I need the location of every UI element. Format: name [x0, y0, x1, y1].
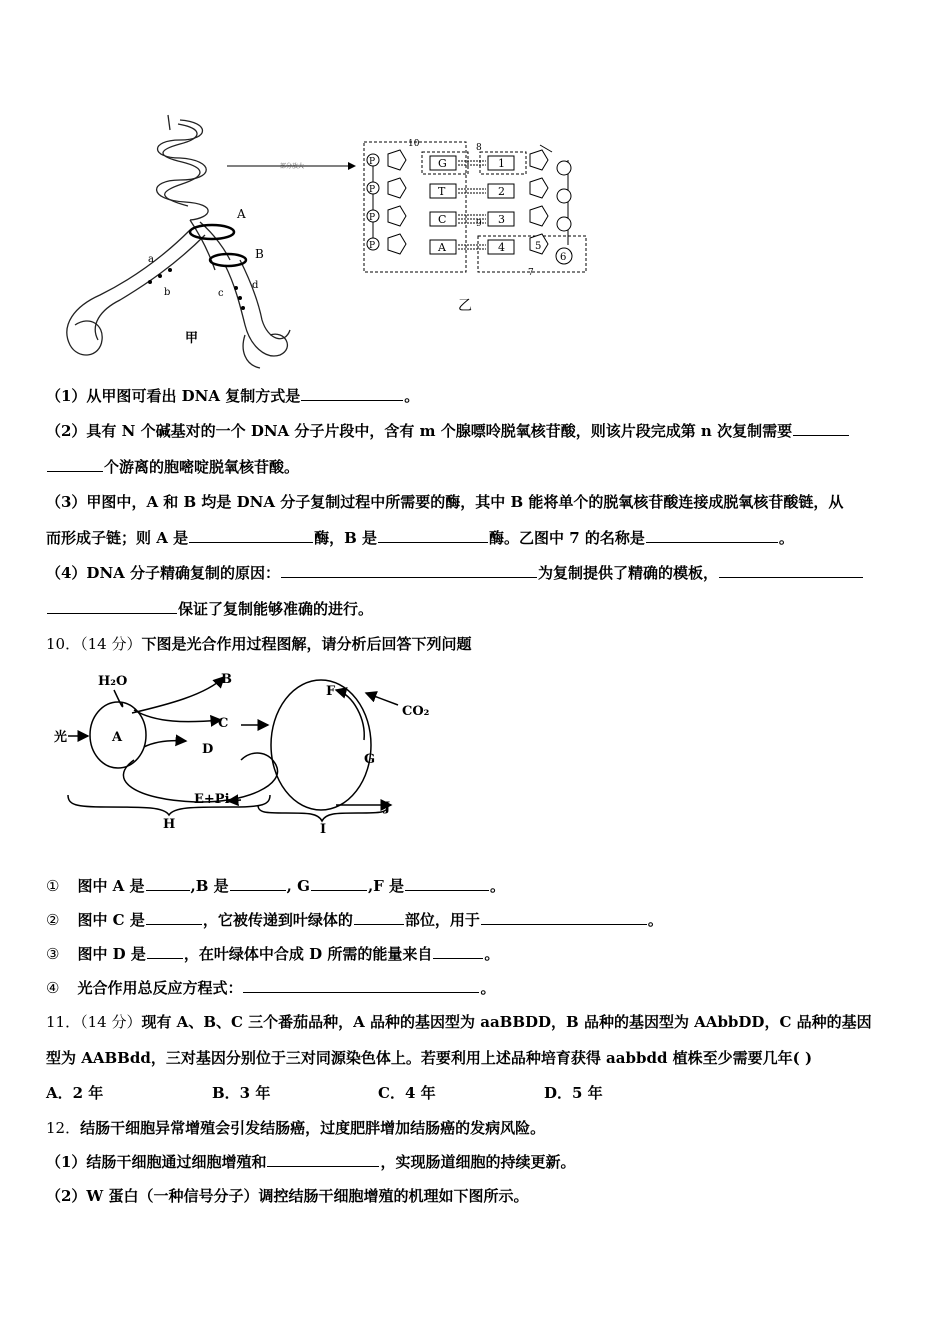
svg-text:H: H [163, 817, 176, 832]
strand-a-label: a [148, 254, 154, 265]
strand-d-label: d [252, 280, 259, 291]
row-1 [367, 150, 571, 175]
row-4 [367, 234, 572, 264]
q10-sub2: ② 图中 C 是 ，它被传递到叶绿体的 部位，用于 。 [46, 911, 663, 929]
enzyme-a-label: A [237, 207, 246, 221]
q11-stem: 11．（14 分）现有 A、B、C 三个番茄品种，A 品种的基因型为 aaBBDD，B 品种的基因型为 AAbbDD，C 品种的基因 [46, 1013, 872, 1031]
answer-blank[interactable] [281, 563, 537, 578]
magnify-arrow-text: 部分放大 [280, 163, 305, 170]
svg-text:P: P [369, 241, 376, 251]
answer-blank[interactable] [147, 944, 183, 959]
q10-sub1: ① 图中 A 是 ,B 是 , G ,F 是 。 [46, 877, 506, 895]
q9-part3: （3）甲图中，A 和 B 均是 DNA 分子复制过程中所需要的酶，其中 B 能将单个的脱氧核苷酸连接成脱氧核苷酸链，从 [46, 493, 844, 511]
svg-text:7: 7 [528, 268, 534, 278]
q11-stem-cont: 型为 AABBdd，三对基因分别位于三对同源染色体上。若要利用上述品种培育获得 aabbdd 植株至少需要几年( ) [46, 1049, 813, 1067]
svg-text:G: G [438, 157, 447, 170]
photosynthesis-diagram [46, 665, 446, 840]
q9-part4-cont: 保证了复制能够准确的进行。 [46, 599, 373, 619]
strand-b-label: b [164, 287, 171, 298]
row-2 [367, 178, 571, 203]
svg-text:A: A [112, 730, 123, 745]
answer-blank[interactable] [354, 910, 404, 925]
q9-part4: （4）DNA 分子精确复制的原因： 为复制提供了精确的模板， [46, 563, 864, 583]
svg-text:6: 6 [560, 252, 567, 263]
calvin-cycle-ellipse [271, 680, 371, 810]
svg-text:P: P [369, 185, 376, 195]
svg-text:CO₂: CO₂ [402, 704, 430, 719]
svg-text:5: 5 [535, 241, 542, 252]
answer-blank[interactable] [267, 1152, 379, 1167]
q10-sub4: ④ 光合作用总反应方程式： 。 [46, 979, 496, 997]
dna-segment-yi [364, 139, 586, 278]
q9-part3-cont: 而形成子链；则 A 是 酶，B 是 酶。乙图中 7 的名称是 。 [46, 529, 794, 547]
svg-text:D: D [202, 742, 214, 757]
answer-blank[interactable] [646, 528, 778, 543]
svg-text:8: 8 [476, 143, 482, 153]
q9-part2: （2）具有 N 个碱基对的一个 DNA 分子片段中，含有 m 个腺嘌呤脱氧核苷酸，则该片段完成第 n 次复制需要 [46, 421, 850, 441]
svg-text:P: P [369, 213, 376, 223]
q12-part1: （1）结肠干细胞通过细胞增殖和 ，实现肠道细胞的持续更新。 [46, 1153, 576, 1171]
answer-blank[interactable] [719, 563, 863, 578]
svg-text:T: T [438, 185, 446, 198]
svg-text:I: I [320, 822, 327, 837]
svg-text:1: 1 [498, 157, 505, 170]
q12-stem: 12．结肠干细胞异常增殖会引发结肠癌，过度肥胖增加结肠癌的发病风险。 [46, 1119, 546, 1137]
strand-c-label: c [218, 288, 224, 299]
answer-blank[interactable] [146, 910, 202, 925]
q12-part2: （2）W 蛋白（一种信号分子）调控结肠干细胞增殖的机理如下图所示。 [46, 1187, 529, 1205]
answer-blank[interactable] [230, 876, 286, 891]
q9-part2-cont: 个游离的胞嘧啶脱氧核苷酸。 [46, 457, 299, 477]
svg-text:P: P [369, 157, 376, 167]
dna-replication-figure [40, 110, 600, 375]
enzyme-b-label: B [255, 247, 264, 261]
nucleotide-dots [148, 268, 245, 310]
option-d[interactable]: D．5 年 [544, 1084, 603, 1102]
svg-text:3: 3 [498, 213, 505, 226]
svg-text:光: 光 [54, 730, 68, 745]
answer-blank[interactable] [793, 421, 849, 436]
answer-blank[interactable] [301, 386, 403, 401]
svg-text:C: C [218, 716, 229, 731]
svg-text:F: F [326, 684, 336, 699]
dna-helix-jia [67, 115, 290, 368]
svg-text:10: 10 [408, 139, 420, 149]
enzyme-a-ellipse [190, 225, 234, 239]
answer-blank[interactable] [146, 876, 190, 891]
svg-text:9: 9 [476, 219, 482, 229]
yi-label: 乙 [458, 298, 472, 314]
answer-blank[interactable] [311, 876, 367, 891]
svg-text:H₂O: H₂O [98, 674, 128, 689]
option-b[interactable]: B．3 年 [212, 1084, 271, 1102]
answer-blank[interactable] [189, 528, 313, 543]
q10-sub3: ③ 图中 D 是 ，在叶绿体中合成 D 所需的能量来自 。 [46, 945, 500, 963]
answer-blank[interactable] [378, 528, 488, 543]
q11-options [46, 1083, 644, 1103]
answer-blank[interactable] [481, 910, 647, 925]
svg-text:E+Pi: E+Pi [194, 792, 230, 807]
jia-label: 甲 [185, 331, 199, 346]
svg-text:2: 2 [498, 185, 505, 198]
svg-text:4: 4 [498, 241, 505, 254]
answer-blank[interactable] [47, 599, 177, 614]
answer-blank[interactable] [433, 944, 483, 959]
answer-blank[interactable] [47, 457, 103, 472]
q9-part1: （1）从甲图可看出 DNA 复制方式是 。 [46, 387, 420, 405]
svg-text:A: A [438, 241, 446, 254]
option-c[interactable]: C．4 年 [378, 1084, 436, 1102]
q10-stem: 10．（14 分）下图是光合作用过程图解，请分析后回答下列问题 [46, 635, 472, 653]
svg-text:C: C [438, 213, 447, 226]
svg-text:B: B [221, 672, 232, 687]
option-a[interactable]: A．2 年 [46, 1084, 104, 1102]
svg-text:G: G [364, 752, 376, 767]
svg-text:J: J [384, 800, 391, 815]
answer-blank[interactable] [243, 978, 479, 993]
answer-blank[interactable] [405, 876, 489, 891]
row-3 [367, 206, 571, 231]
